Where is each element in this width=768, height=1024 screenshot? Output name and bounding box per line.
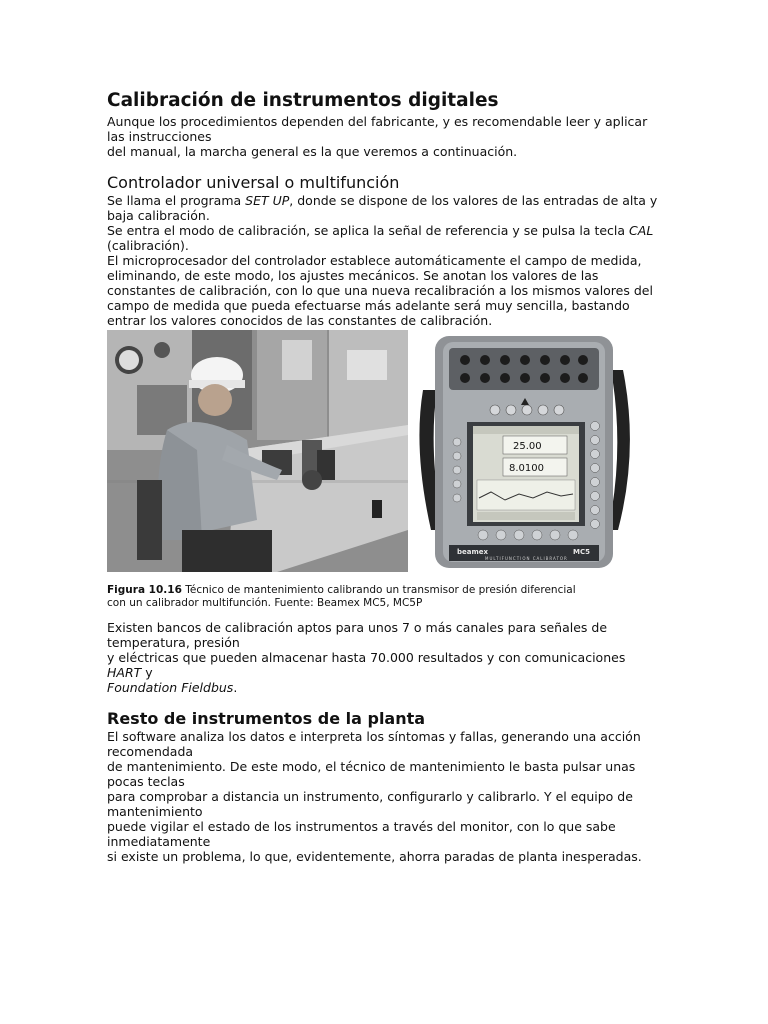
- text: Se entra el modo de calibración, se aplica la señal de referencia y se pulsa la tecla: [107, 223, 630, 238]
- text: y: [141, 665, 153, 680]
- text-line: del manual, la marcha general es la que veremos a continuación.: [107, 144, 518, 159]
- document-page: [107, 90, 667, 864]
- technician-illustration: [107, 330, 408, 572]
- figure-images: [107, 330, 667, 574]
- device-model: MC5: [573, 548, 590, 556]
- intro-paragraph: [107, 114, 667, 159]
- text-line: baja calibración.: [107, 208, 210, 223]
- text-line: si existe un problema, lo que, evidentemente, ahorra paradas de planta inesperadas.: [107, 849, 642, 864]
- text-line: Existen bancos de calibración aptos para unos 7 o más canales para señales de: [107, 620, 608, 635]
- text-line: para comprobar a distancia un instrumento, configurarlo y calibrarlo. Y el equipo de: [107, 789, 633, 804]
- calibrator-illustration: [413, 330, 639, 572]
- figure-label: Figura 10.16: [107, 584, 182, 596]
- banks-paragraph: [107, 620, 667, 695]
- text-line: El software analiza los datos e interpreta los síntomas y fallas, generando una acción: [107, 729, 641, 744]
- section-title-resto: Resto de instrumentos de la planta: [107, 709, 426, 728]
- screen-value-2: 8.0100: [509, 463, 544, 474]
- text-line: temperatura, presión: [107, 635, 240, 650]
- fieldbus-term: Foundation Fieldbus: [107, 680, 234, 695]
- text-line: El microprocesador del controlador establece automáticamente el campo de medida,: [107, 253, 642, 268]
- setup-term: SET UP: [245, 193, 290, 208]
- text: .: [233, 680, 238, 695]
- text-line: pocas teclas: [107, 774, 185, 789]
- section-title-calibracion: Calibración de instrumentos digitales: [107, 90, 499, 111]
- software-paragraph: [107, 729, 667, 864]
- text-line: y eléctricas que pueden almacenar hasta 70.000 resultados y con comunicaciones: [107, 650, 626, 665]
- text-line: mantenimiento: [107, 804, 203, 819]
- section-title-controlador: Controlador universal o multifunción: [107, 173, 400, 192]
- text-line: las instrucciones: [107, 129, 212, 144]
- setup-paragraph: [107, 193, 667, 328]
- text-line: entrar los valores conocidos de las constantes de calibración.: [107, 313, 493, 328]
- device-brand: beamex: [457, 548, 489, 556]
- text: Se llama el programa: [107, 193, 246, 208]
- cal-term: CAL: [629, 223, 654, 238]
- device-subtitle: MULTIFUNCTION CALIBRATOR: [485, 556, 568, 561]
- screen-value-1: 25.00: [513, 441, 542, 452]
- text-line: eliminando, de este modo, los ajustes mecánicos. Se anotan los valores de las: [107, 268, 599, 283]
- text-line: constantes de calibración, con lo que una nueva recalibración a los mismos valores del: [107, 283, 653, 298]
- text-line: inmediatamente: [107, 834, 211, 849]
- caption-text: con un calibrador multifunción. Fuente: Beamex MC5, MC5P: [107, 597, 423, 609]
- figure-caption: [107, 584, 667, 610]
- calibrator-photo: [413, 330, 639, 572]
- text-line: (calibración).: [107, 238, 189, 253]
- text-line: puede vigilar el estado de los instrumentos a través del monitor, con lo que sabe: [107, 819, 616, 834]
- technician-photo: [107, 330, 408, 572]
- text-line: de mantenimiento. De este modo, el técnico de mantenimiento le basta pulsar unas: [107, 759, 636, 774]
- text: , donde se dispone de los valores de las entradas de alta y: [289, 193, 658, 208]
- caption-text: Técnico de mantenimiento calibrando un transmisor de presión diferencial: [181, 584, 576, 596]
- hart-term: HART: [107, 665, 142, 680]
- text-line: recomendada: [107, 744, 194, 759]
- text-line: Aunque los procedimientos dependen del fabricante, y es recomendable leer y aplicar: [107, 114, 648, 129]
- text-line: campo de medida que pueda efectuarse más adelante será muy sencilla, bastando: [107, 298, 630, 313]
